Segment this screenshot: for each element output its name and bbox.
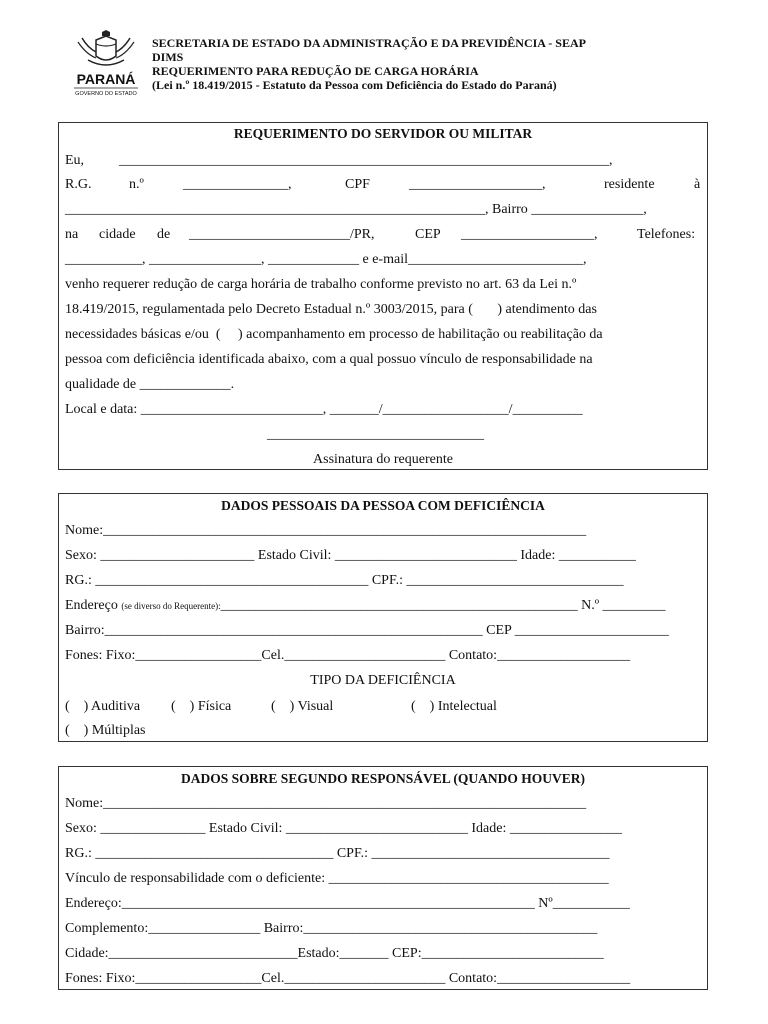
s1-local-data-line[interactable]: Local e data: __________________________, _______/__________________/__________ <box>65 402 583 417</box>
s1-cep-label: CEP <box>415 227 441 242</box>
s1-de-label: de <box>157 227 171 242</box>
section-requerimento <box>58 122 708 470</box>
s2-opt-fisica[interactable]: ( ) Física <box>171 699 232 714</box>
s1-rg-field[interactable]: _______________, <box>183 177 292 192</box>
parana-coat-of-arms-logo <box>66 30 146 100</box>
s1-signature-line[interactable]: _______________________________ <box>267 427 484 442</box>
s3-vinculo-line[interactable]: Vínculo de responsabilidade com o deficiente: ________________________________________ <box>65 871 609 886</box>
s2-nome-field[interactable]: Nome:_____________________________________________________________________ <box>65 523 587 538</box>
s3-fones-line[interactable]: Fones: Fixo:__________________Cel._______________________ Contato:___________________ <box>65 971 631 986</box>
s2-endereco-note: (se diverso do Requerente): <box>121 601 221 611</box>
logo-text: PARANÁ <box>76 71 136 87</box>
header-line-1: SECRETARIA DE ESTADO DA ADMINISTRAÇÃO E DA PREVIDÊNCIA - SEAP <box>152 36 586 50</box>
section2-title: DADOS PESSOAIS DA PESSOA COM DEFICIÊNCIA <box>221 498 545 513</box>
s2-opt-auditiva[interactable]: ( ) Auditiva <box>65 699 141 714</box>
s1-no-label: n.º <box>129 177 144 192</box>
s1-cpf-field[interactable]: ___________________, <box>409 177 546 192</box>
s3-rg-cpf-line[interactable]: RG.: __________________________________ CPF.: __________________________________ <box>65 846 610 861</box>
section-dados-pessoais <box>58 493 708 742</box>
s1-telefones-label: Telefones: <box>637 227 696 242</box>
logo-subtext: GOVERNO DO ESTADO <box>75 91 137 97</box>
s1-a-label: à <box>694 177 701 192</box>
s1-signature-label: Assinatura do requerente <box>313 452 453 467</box>
s3-nome-field[interactable]: Nome:_____________________________________________________________________ <box>65 796 587 811</box>
s2-tipo-title: TIPO DA DEFICIÊNCIA <box>310 673 456 688</box>
s1-cpf-label: CPF <box>345 177 370 192</box>
s2-fones-line[interactable]: Fones: Fixo:__________________Cel._______________________ Contato:___________________ <box>65 648 631 663</box>
s1-text-line-1: venho requerer redução de carga horária de trabalho conforme previsto no art. 63 da Lei n.º <box>65 277 577 292</box>
s1-qualidade-line[interactable]: qualidade de _____________. <box>65 377 235 392</box>
s1-na-label: na <box>65 227 79 242</box>
s1-address-line[interactable]: ____________________________________________________________, Bairro ________________, <box>65 202 647 217</box>
section3-title: DADOS SOBRE SEGUNDO RESPONSÁVEL (QUANDO HOUVER) <box>181 771 585 786</box>
header-line-3: REQUERIMENTO PARA REDUÇÃO DE CARGA HORÁRIA <box>152 64 479 78</box>
s1-residente-label: residente <box>604 177 655 192</box>
s3-cidade-line[interactable]: Cidade:___________________________Estado:_______ CEP:__________________________ <box>65 946 604 961</box>
s1-cep-field[interactable]: ___________________, <box>461 227 598 242</box>
s2-opt-multiplas[interactable]: ( ) Múltiplas <box>65 723 146 738</box>
s1-rg-label: R.G. <box>65 177 92 192</box>
s3-endereco-line[interactable]: Endereço:___________________________________________________________ Nº___________ <box>65 896 630 911</box>
s1-eu-label: Eu, <box>65 153 85 168</box>
s1-cidade-field[interactable]: _______________________/PR, <box>189 227 375 242</box>
s1-cidade-label: cidade <box>99 227 136 242</box>
s2-sexo-line[interactable]: Sexo: ______________________ Estado Civil: __________________________ Idade: ___________ <box>65 548 636 563</box>
header-line-4: (Lei n.º 18.419/2015 - Estatuto da Pessoa com Deficiência do Estado do Paraná) <box>152 78 557 92</box>
s1-phones-email-line[interactable]: ___________, ________________, _____________ e e-mail_________________________, <box>65 252 587 267</box>
s2-endereco-label: Endereço <box>65 598 118 613</box>
s1-name-field[interactable]: ______________________________________________________________________, <box>119 153 613 168</box>
section1-title: REQUERIMENTO DO SERVIDOR OU MILITAR <box>233 126 533 141</box>
s3-sexo-line[interactable]: Sexo: _______________ Estado Civil: __________________________ Idade: ________________ <box>65 821 622 836</box>
s3-complemento-line[interactable]: Complemento:________________ Bairro:__________________________________________ <box>65 921 598 936</box>
s2-opt-intelectual[interactable]: ( ) Intelectual <box>411 699 497 714</box>
coat-of-arms-icon <box>78 30 134 65</box>
header-line-2: DIMS <box>152 50 184 64</box>
s2-endereco-field[interactable]: ___________________________________________________ N.º _________ <box>220 598 666 613</box>
s1-text-line-2: 18.419/2015, regulamentada pelo Decreto Estadual n.º 3003/2015, para ( ) atendimento das <box>65 302 597 317</box>
s2-rg-cpf-line[interactable]: RG.: _______________________________________ CPF.: _______________________________ <box>65 573 624 588</box>
section-segundo-responsavel <box>58 766 708 990</box>
s2-bairro-line[interactable]: Bairro:______________________________________________________ CEP ______________________ <box>65 623 669 638</box>
s1-text-line-4: pessoa com deficiência identificada abaixo, com a qual possuo vínculo de responsabilidade na <box>65 352 593 367</box>
s1-text-line-3: necessidades básicas e/ou ( ) acompanhamento em processo de habilitação ou reabilitação da <box>65 327 603 342</box>
s2-opt-visual[interactable]: ( ) Visual <box>271 699 334 714</box>
s2-endereco-line[interactable] <box>65 598 666 614</box>
